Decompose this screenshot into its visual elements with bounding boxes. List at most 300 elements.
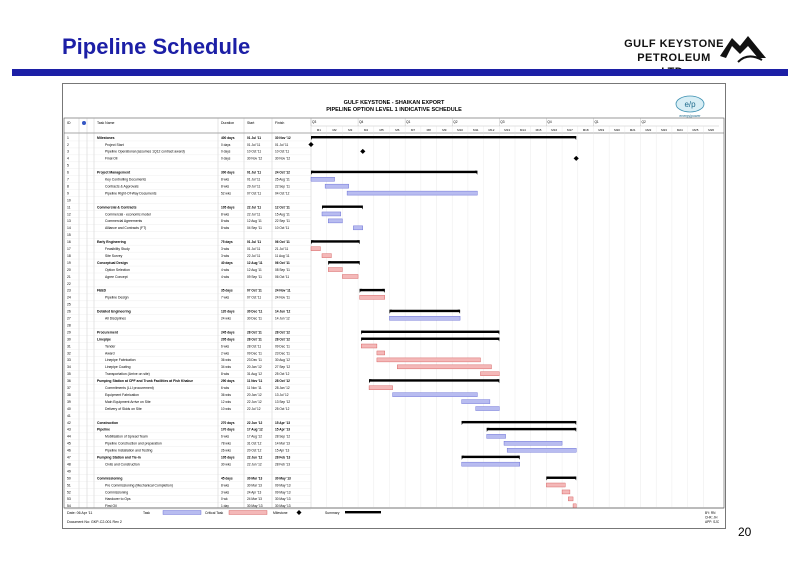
ep-logo-text: e/p: [684, 100, 696, 109]
task-finish: 14 Jun '12: [275, 309, 291, 314]
task-finish: 06 Oct '11: [275, 240, 290, 245]
task-finish: 22 Sep '11: [275, 219, 290, 224]
task-id: 19: [67, 260, 71, 265]
task-finish: 23 Dec '11: [275, 351, 290, 356]
month-label: M1: [316, 128, 321, 132]
quarter-label: Q3: [500, 120, 505, 124]
task-start: 30 Nov '12: [247, 156, 263, 161]
task-name: Delivery of Skids on Site: [105, 406, 142, 411]
task-start: 29 Jul '11: [247, 184, 261, 189]
task-duration: 78 wks: [221, 441, 231, 446]
table-frame: [64, 118, 724, 508]
task-bar: [311, 177, 335, 181]
task-finish: 28 Oct '12: [275, 337, 290, 342]
task-duration: 8 wks: [221, 483, 230, 488]
task-id: 18: [67, 253, 71, 258]
task-finish: 10 Oct '11: [275, 149, 290, 154]
task-finish: 12 Oct '11: [275, 205, 290, 210]
col-header-start: Start: [247, 121, 255, 125]
task-finish: 30 Aug '12: [275, 358, 290, 363]
page-number: 20: [738, 525, 752, 539]
task-id: 54: [67, 504, 71, 509]
col-header-task-name: Task Name: [97, 121, 115, 125]
task-finish: 30 Nov '12: [275, 135, 291, 140]
info-icon: [82, 121, 86, 125]
col-header-duration: Duration: [221, 121, 235, 125]
task-finish: 30 May '13: [275, 497, 291, 502]
company-name-line1: GULF KEYSTONE: [624, 38, 724, 50]
task-start: 01 Jul '11: [247, 240, 262, 245]
task-name: Pipeline Installation and Testing: [105, 448, 153, 453]
task-finish: 22 Sep '11: [275, 184, 290, 189]
task-id: 22: [67, 281, 71, 286]
task-duration: 8 wks: [221, 219, 230, 224]
task-duration: 3 wks: [221, 253, 230, 258]
task-start: 22 Jun '12: [247, 399, 262, 404]
task-id: 16: [67, 240, 71, 245]
critical-task-bar: [377, 358, 481, 362]
task-name: Construction: [97, 420, 119, 425]
title-underline: [12, 69, 788, 76]
legend-critical-swatch: [229, 511, 267, 515]
task-name: Pipeline: [97, 427, 111, 432]
col-header-id: ID: [67, 121, 71, 125]
task-name: Commercial & Contracts: [97, 205, 137, 210]
col-header-finish: Finish: [275, 121, 285, 125]
task-start: 01 Jul '11: [247, 170, 262, 175]
month-label: M8: [426, 128, 431, 132]
task-id: 40: [67, 406, 71, 411]
task-name: Mobilisation of Spread Team: [105, 434, 148, 439]
task-duration: 4 wks: [221, 267, 230, 272]
task-start: 07 Oct '11: [247, 295, 262, 300]
slide-title: Pipeline Schedule: [62, 34, 251, 59]
task-finish: 28 Sep '12: [275, 434, 291, 439]
month-label: M9: [442, 128, 447, 132]
task-id: 24: [67, 295, 71, 300]
task-finish: 14 Jun '12: [275, 316, 290, 321]
task-name: All Disciplines: [105, 316, 126, 321]
task-start: 11 Nov '11: [247, 386, 262, 390]
task-finish: 15 Apr '13: [275, 448, 290, 453]
task-duration: 8 wks: [221, 212, 230, 217]
task-duration: 0 days: [221, 156, 231, 161]
task-finish: 28 Feb '13: [275, 455, 291, 460]
task-duration: 120 days: [221, 309, 235, 314]
task-name: Pre Commissioning (Mechanical Completion): [105, 483, 173, 488]
task-start: 22 Jul '11: [247, 205, 262, 210]
task-start: 09 Dec '11: [247, 351, 262, 356]
task-finish: 09 May '13: [275, 483, 291, 488]
task-duration: 52 wks: [221, 191, 231, 196]
summary-bar: [328, 261, 359, 263]
task-start: 20 Oct '12: [247, 448, 262, 453]
task-finish: 30 May '13: [275, 504, 291, 509]
task-finish: 08 Sep '11: [275, 267, 290, 272]
task-duration: 245 days: [221, 330, 235, 335]
task-duration: 8 wks: [221, 372, 230, 377]
company-name-line2: PETROLEUM: [637, 52, 711, 64]
quarter-label: Q3: [312, 120, 317, 124]
critical-task-bar: [562, 490, 570, 494]
legend-milestone-label: Milestone: [273, 511, 288, 515]
task-id: 36: [67, 379, 71, 384]
task-duration: 0 days: [221, 142, 231, 147]
task-id: 25: [67, 302, 71, 307]
task-id: 50: [67, 476, 71, 481]
task-duration: 6 wks: [221, 434, 230, 439]
task-name: Milestones: [97, 135, 115, 140]
task-duration: 75 days: [221, 240, 233, 245]
task-duration: 34 wks: [221, 365, 231, 370]
task-id: 4: [67, 156, 69, 161]
task-id: 15: [67, 233, 71, 238]
legend-revision-entry: CHK: JH: [705, 515, 718, 520]
month-label: M25: [692, 128, 699, 132]
task-duration: 205 days: [221, 337, 235, 342]
task-start: 22 Jul '12: [247, 406, 261, 411]
task-name: Pipeline Right-Of-Way Documents: [105, 191, 157, 196]
company-logo-icon: [718, 32, 768, 68]
task-id: 1: [67, 135, 69, 140]
gantt-chart: [63, 84, 725, 528]
task-id: 32: [67, 351, 71, 356]
task-id: 45: [67, 441, 71, 446]
summary-bar: [546, 477, 576, 479]
legend-document-number: Document No: GKP-C2-001 Rev 2: [67, 520, 122, 524]
task-start: 28 Oct '11: [247, 344, 262, 349]
task-finish: 25 Aug '11: [275, 177, 290, 182]
critical-task-bar: [369, 386, 393, 390]
task-finish: 13 Jul '12: [275, 392, 289, 397]
task-duration: 45 days: [221, 476, 233, 481]
task-duration: 40 days: [221, 260, 233, 265]
task-duration: 0 days: [221, 149, 231, 154]
task-id: 3: [67, 149, 69, 154]
ep-logo-tagline: energy|power: [679, 114, 701, 118]
task-duration: 24 wks: [221, 316, 231, 321]
summary-bar: [322, 206, 363, 208]
month-label: M26: [708, 128, 715, 132]
summary-bar: [311, 240, 360, 242]
task-name: Main Equipment Arrive on Site: [105, 399, 151, 404]
month-label: M4: [363, 128, 369, 132]
task-finish: 09 May '13: [275, 490, 291, 495]
task-duration: 105 days: [221, 455, 235, 460]
task-name: Final Oil: [105, 156, 118, 161]
task-duration: 10 wks: [221, 406, 231, 411]
gantt-header-line1: GULF KEYSTONE - SHAIKAN EXPORT: [343, 100, 445, 106]
task-start: 30 Mar '13: [247, 483, 262, 488]
task-name: Commitments (LLI procurement): [105, 386, 154, 390]
task-id: 10: [67, 198, 71, 203]
quarter-label: Q1: [406, 120, 411, 124]
task-bar: [462, 400, 490, 404]
task-duration: 4 wks: [221, 274, 230, 279]
task-name: Tender: [105, 344, 116, 349]
task-name: Key Controlling Documents: [105, 177, 147, 182]
task-start: 28 Oct '11: [247, 337, 262, 342]
critical-task-bar: [568, 497, 573, 501]
summary-bar: [361, 331, 499, 333]
summary-bar: [311, 136, 576, 138]
task-name: Pumping Station and Tie-in: [97, 455, 141, 460]
critical-task-bar: [322, 254, 331, 258]
month-label: M12: [488, 128, 495, 132]
task-finish: 01 Jul '11: [275, 142, 289, 147]
task-start: 30 May '13: [247, 504, 263, 509]
task-start: 22 Jul '11: [247, 212, 261, 217]
gantt-header-line2: PIPELINE OPTION LEVEL 1 INDICATIVE SCHEDULE: [326, 107, 462, 113]
task-id: 33: [67, 358, 71, 363]
task-name: Transportation (Arrive on site): [105, 372, 150, 377]
month-label: M10: [457, 128, 463, 132]
task-id: 11: [67, 205, 71, 210]
task-start: 17 Aug '12: [247, 434, 262, 439]
month-label: M7: [410, 128, 416, 132]
task-start: 30 Dec '11: [247, 316, 262, 321]
critical-task-bar: [342, 275, 358, 279]
task-start: 23 Dec '11: [247, 358, 262, 363]
month-label: M20: [614, 128, 620, 132]
task-name: Equipment Fabrication: [105, 392, 139, 397]
task-start: 24 Mar '13: [247, 497, 262, 502]
month-label: M23: [661, 128, 667, 132]
task-id: 52: [67, 490, 71, 495]
task-name: Alliance and Contracts (FT): [105, 226, 147, 231]
task-id: 20: [67, 267, 71, 272]
task-finish: 30 May '13: [275, 476, 291, 481]
task-id: 43: [67, 427, 71, 432]
task-finish: 28 Oct '12: [275, 379, 290, 384]
task-finish: 28 Jan '12: [275, 386, 290, 390]
legend-critical-label: Critical Task: [205, 511, 224, 515]
summary-bar: [311, 171, 477, 173]
task-name: FEED: [97, 288, 107, 293]
task-duration: 8 wks: [221, 184, 230, 189]
task-duration: 270 days: [221, 420, 235, 425]
task-name: Site Survey: [105, 253, 123, 258]
task-duration: 35 days: [221, 288, 233, 293]
milestone-diamond: [308, 142, 313, 147]
task-start: 17 Aug '12: [247, 427, 263, 432]
task-name: Handover to Ops: [105, 497, 131, 502]
task-finish: 21 Jul '11: [275, 247, 289, 251]
task-id: 8: [67, 184, 69, 189]
task-finish: 28 Feb '13: [275, 462, 290, 467]
task-finish: 27 Sep '12: [275, 365, 291, 370]
task-duration: 30 wks: [221, 462, 231, 467]
quarter-label: Q4: [547, 120, 552, 124]
task-duration: 12 wks: [221, 399, 231, 404]
month-label: M5: [379, 128, 384, 132]
summary-bar: [389, 310, 460, 312]
quarter-label: Q4: [359, 120, 364, 124]
task-bar: [322, 212, 341, 216]
legend-revision-entry: APP: SJC: [705, 520, 720, 524]
milestone-diamond: [574, 156, 579, 161]
task-id: 6: [67, 170, 69, 175]
task-finish: 06 Oct '11: [275, 260, 290, 265]
legend-revision-entry: BY: RN: [705, 511, 716, 515]
task-duration: 3 wks: [221, 247, 230, 251]
task-start: 30 Dec '11: [247, 309, 263, 314]
task-id: 38: [67, 392, 71, 397]
task-finish: 24 Oct '12: [275, 170, 290, 175]
task-id: 39: [67, 399, 71, 404]
task-name: Contracts & Approvals: [105, 184, 139, 189]
task-duration: 170 days: [221, 427, 235, 432]
task-finish: 06 Oct '11: [275, 274, 290, 279]
legend-task-label: Task: [143, 511, 150, 515]
task-start: 30 Mar '13: [247, 476, 263, 481]
summary-bar: [369, 379, 499, 381]
task-name: Conceptual Design: [97, 260, 128, 265]
task-finish: 24 Nov '11: [275, 288, 291, 293]
task-id: 49: [67, 469, 71, 474]
task-name: First Oil: [105, 504, 117, 509]
critical-task-bar: [361, 344, 377, 348]
task-start: 09 Sep '11: [247, 274, 262, 279]
task-duration: 26 wks: [221, 448, 231, 453]
task-finish: 28 Oct '12: [275, 330, 290, 335]
task-id: 31: [67, 344, 71, 349]
task-start: 24 Apr '13: [247, 490, 262, 495]
task-id: 12: [67, 212, 71, 217]
task-name: Civils and Construction: [105, 462, 140, 467]
task-name: Project Start: [105, 142, 124, 147]
task-duration: 0 wk: [221, 497, 228, 502]
task-id: 30: [67, 337, 71, 342]
task-finish: 14 Mar '13: [275, 441, 290, 446]
legend-milestone-diamond: [297, 510, 302, 515]
task-duration: 1 day: [221, 504, 229, 509]
task-duration: 290 days: [221, 379, 235, 384]
task-bar: [325, 184, 349, 188]
critical-task-bar: [377, 351, 385, 355]
task-name: Commissioning: [97, 476, 123, 481]
task-duration: 36 wks: [221, 392, 231, 397]
task-id: 35: [67, 372, 71, 377]
task-start: 04 Sep '11: [247, 226, 262, 231]
task-name: Award: [105, 351, 115, 356]
task-id: 53: [67, 497, 71, 502]
task-finish: 15 Aug '11: [275, 212, 290, 217]
month-label: M21: [629, 128, 636, 132]
task-start: 20 Jan '12: [247, 365, 262, 370]
task-duration: 400 days: [221, 135, 235, 140]
critical-task-bar: [360, 295, 385, 299]
task-duration: 8 wks: [221, 226, 230, 231]
task-start: 01 Jul '11: [247, 135, 262, 140]
quarter-label: Q1: [594, 120, 599, 124]
task-finish: 04 Oct '12: [275, 191, 290, 196]
critical-task-bar: [397, 365, 491, 369]
summary-bar: [361, 338, 499, 340]
task-duration: 36 wks: [221, 358, 231, 363]
task-start: 28 Oct '11: [247, 330, 262, 335]
task-start: 12 Aug '11: [247, 260, 263, 265]
task-bar: [507, 448, 576, 452]
task-finish: 24 Nov '11: [275, 295, 290, 300]
task-id: 48: [67, 462, 71, 467]
task-name: Pipeline Design: [105, 295, 129, 300]
task-finish: 09 Dec '11: [275, 344, 290, 349]
month-label: M17: [567, 128, 573, 132]
task-id: 13: [67, 219, 71, 224]
task-finish: 30 Nov '12: [275, 156, 291, 161]
task-bar: [476, 407, 500, 411]
task-finish: 13 Sep '12: [275, 399, 291, 404]
task-start: 22 Jul '11: [247, 253, 261, 258]
task-start: 22 Jun '12: [247, 455, 263, 460]
task-name: Pipeline Operational (assumes 1Q12 contract award): [105, 149, 185, 154]
task-name: Feasibility Study: [105, 247, 130, 251]
task-id: 47: [67, 455, 71, 460]
task-start: 22 Jun '12: [247, 462, 262, 467]
task-bar: [347, 191, 477, 195]
task-duration: 3 wks: [221, 490, 230, 495]
task-bar: [462, 462, 520, 466]
quarter-label: Q2: [641, 120, 646, 124]
task-duration: 6 wks: [221, 344, 230, 349]
task-name: Agree Concept: [105, 274, 128, 279]
task-name: Detailed Engineering: [97, 309, 131, 314]
gantt-sheet: [62, 83, 726, 529]
month-label: M3: [348, 128, 353, 132]
month-label: M19: [598, 128, 605, 132]
task-duration: 6 wks: [221, 386, 230, 390]
task-name: Linepipe: [97, 337, 111, 342]
task-bar: [389, 316, 460, 320]
legend-task-swatch: [163, 511, 201, 515]
task-start: 01 Jul '11: [247, 142, 261, 147]
task-bar: [353, 226, 362, 230]
task-bar: [487, 434, 506, 438]
task-id: 14: [67, 226, 71, 231]
task-finish: 11 Aug '11: [275, 253, 290, 258]
task-id: 27: [67, 316, 71, 321]
task-finish: 25 Oct '12: [275, 406, 290, 411]
task-id: 37: [67, 386, 71, 390]
task-finish: 15 Apr '13: [275, 420, 290, 425]
task-id: 17: [67, 247, 71, 251]
quarter-label: Q2: [453, 120, 458, 124]
task-name: Option Selection: [105, 267, 130, 272]
critical-task-bar: [311, 247, 320, 251]
month-label: M11: [472, 128, 479, 132]
task-duration: 2 wks: [221, 351, 230, 356]
summary-bar: [360, 289, 385, 291]
task-duration: 300 days: [221, 170, 235, 175]
task-id: 2: [67, 142, 69, 147]
legend-summary-label: Summary: [325, 511, 340, 515]
task-duration: 7 wks: [221, 295, 230, 300]
task-finish: 10 Oct '11: [275, 226, 290, 231]
task-id: 51: [67, 483, 71, 488]
task-start: 12 Aug '11: [247, 267, 262, 272]
task-start: 31 Aug '12: [247, 372, 262, 377]
month-label: M14: [519, 128, 526, 132]
task-start: 12 Aug '11: [247, 219, 262, 224]
critical-task-bar: [546, 483, 565, 487]
month-label: M22: [645, 128, 652, 132]
critical-task-bar: [573, 504, 576, 508]
task-id: 26: [67, 309, 71, 314]
task-name: Linepipe Fabrication: [105, 358, 136, 363]
task-id: 46: [67, 448, 71, 453]
summary-bar: [487, 428, 576, 430]
